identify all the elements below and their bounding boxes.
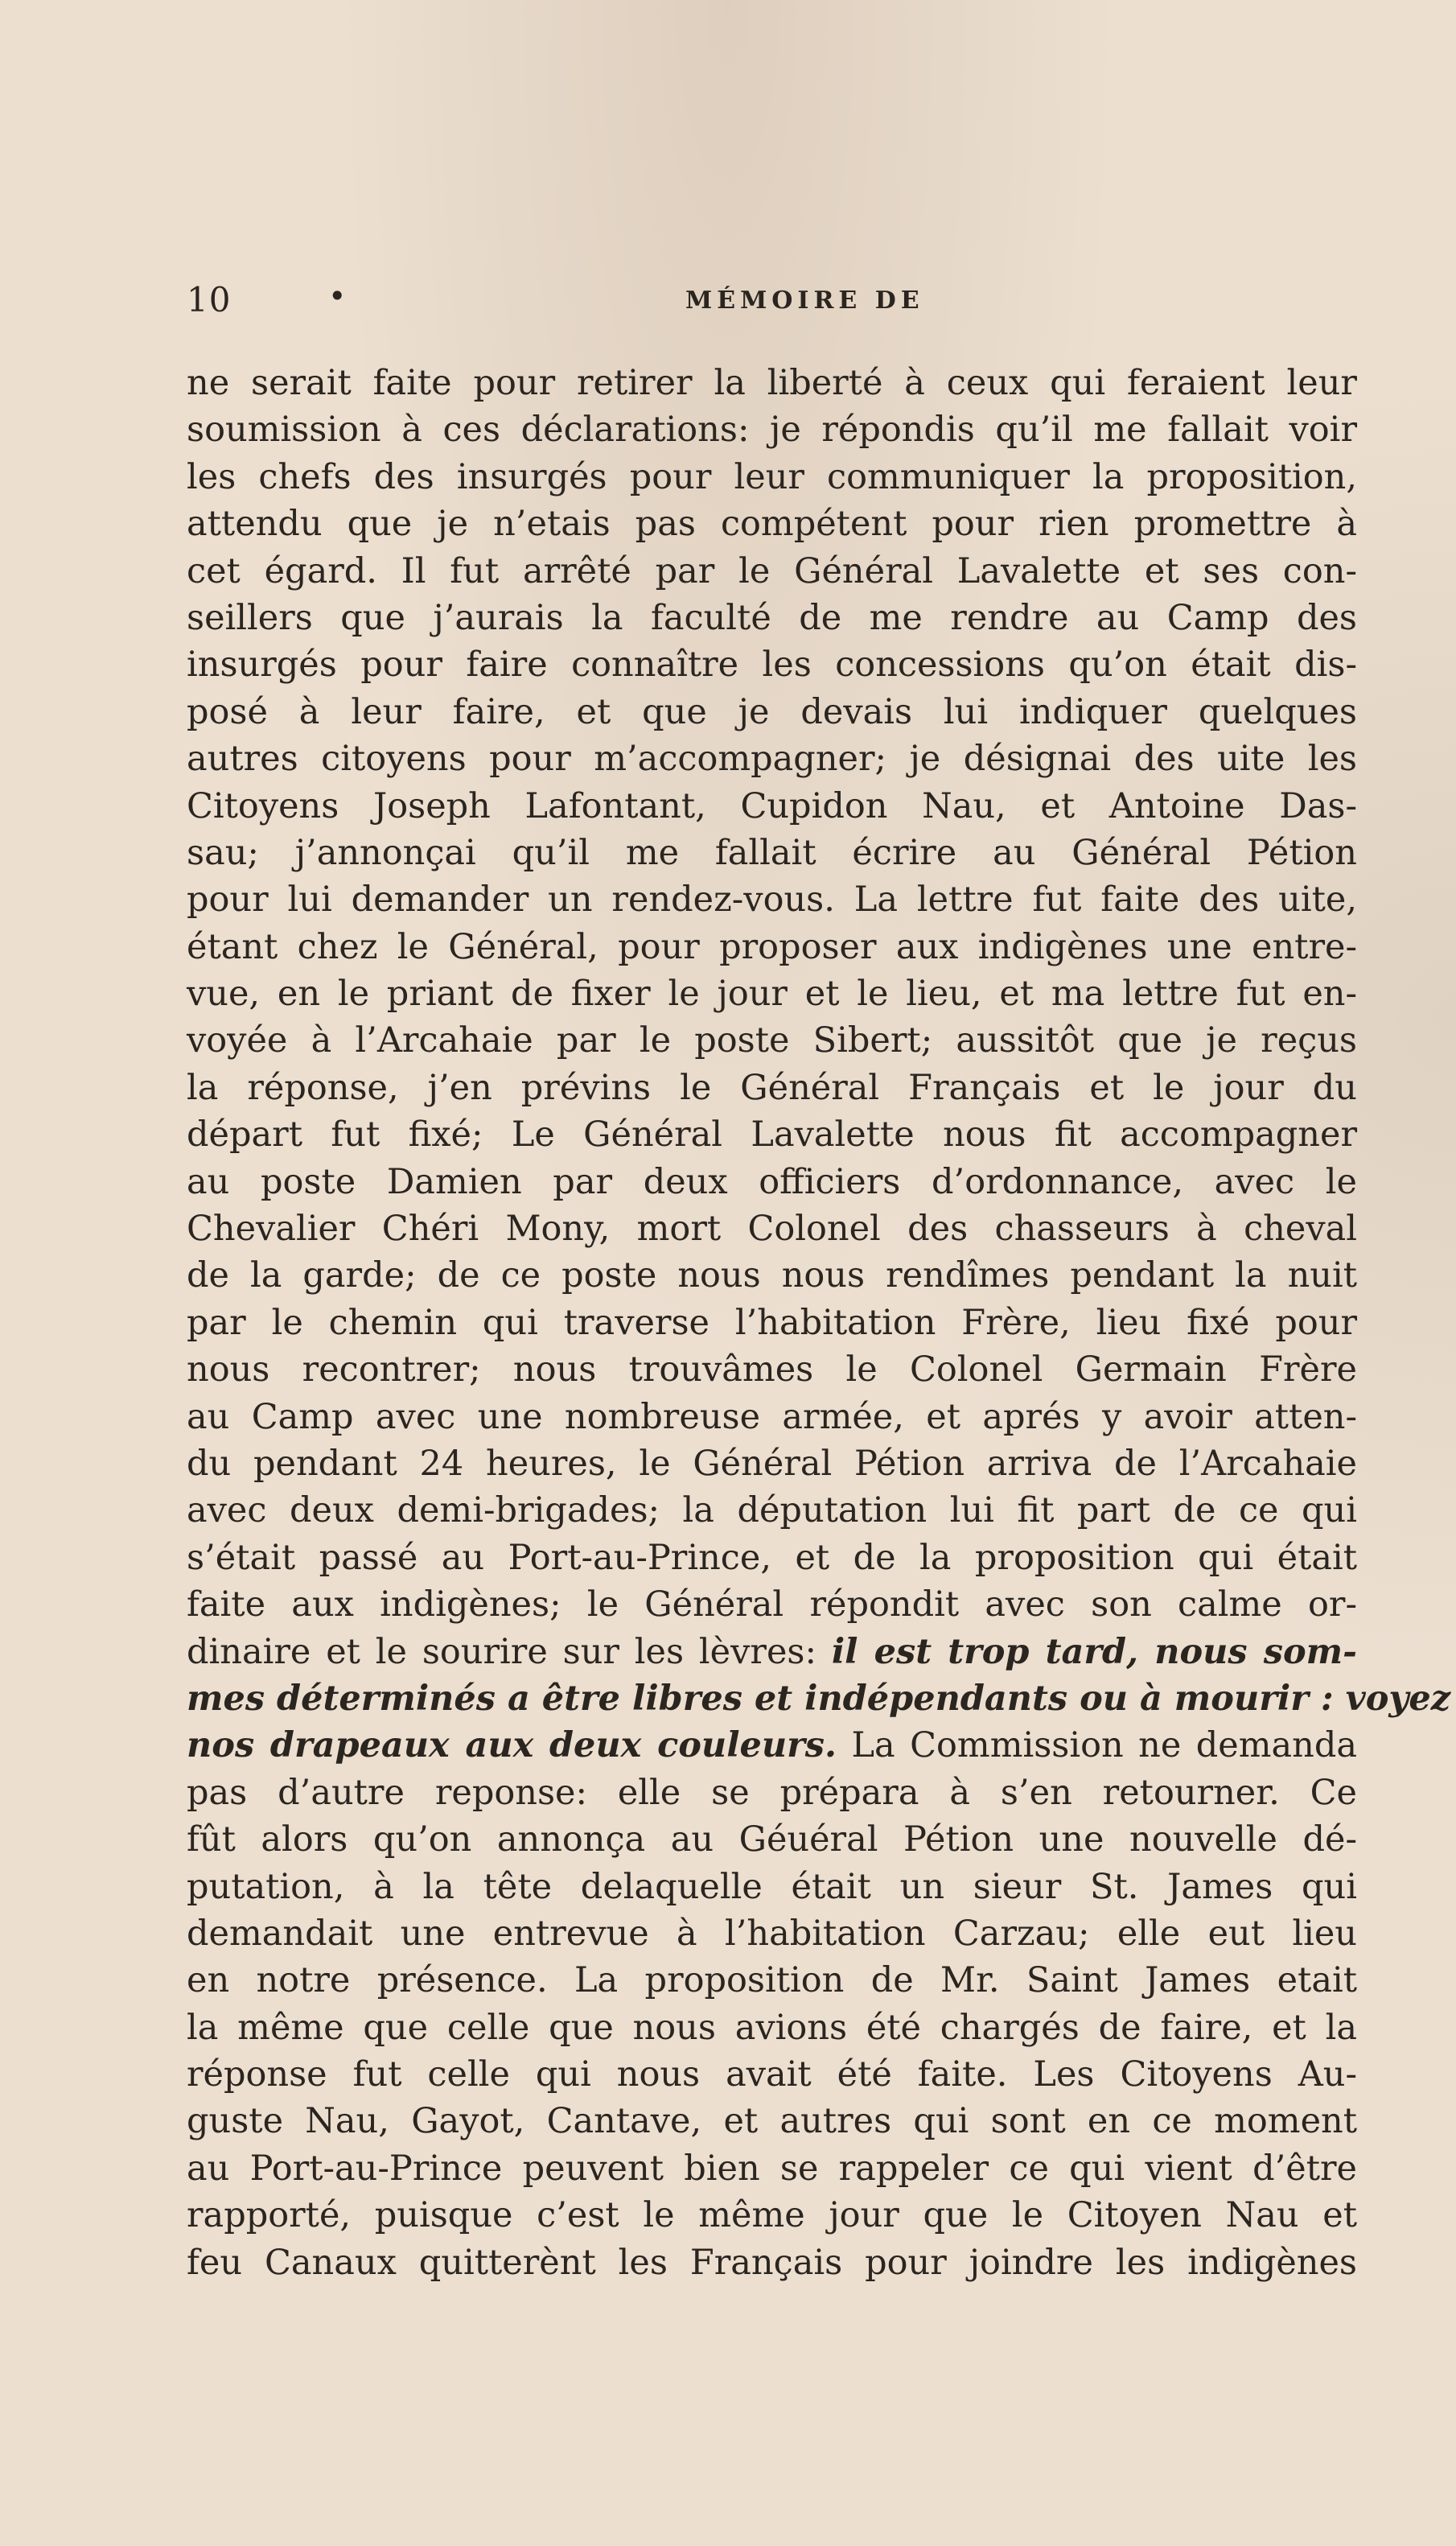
text-segment: La Commission ne demanda <box>851 1725 1357 1766</box>
text-line: s’était passé au Port-au-Prince, et de la proposition qui était <box>187 1537 1357 1578</box>
text-line: sau; j’annonçai qu’il me fallait écrire au Général Pétion <box>187 832 1357 873</box>
text-line: avec deux demi-brigades; la députation lui fit part de ce qui <box>187 1490 1357 1531</box>
text-line: au Port-au-Prince peuvent bien se rappeler ce qui vient d’être <box>187 2148 1357 2189</box>
text-line: au poste Damien par deux officiers d’ordonnance, avec le <box>187 1161 1357 1202</box>
text-line: autres citoyens pour m’accompagner; je désignai des uite les <box>187 739 1357 780</box>
page-header <box>187 274 1357 322</box>
text-line: faite aux indigènes; le Général répondit avec son calme or- <box>187 1584 1357 1625</box>
text-line: demandait une entrevue à l’habitation Carzau; elle eut lieu <box>187 1913 1357 1954</box>
text-line: insurgés pour faire connaître les concessions qu’on était dis- <box>187 645 1357 686</box>
text-line: départ fut fixé; Le Général Lavalette nous fit accompagner <box>187 1114 1357 1156</box>
text-line-mixed <box>187 1722 1357 1769</box>
text-line: ne serait faite pour retirer la liberté à ceux qui feraient leur <box>187 363 1357 403</box>
text-line-mixed <box>187 1629 1357 1675</box>
text-line: fût alors qu’on annonça au Géuéral Pétion une nouvelle dé- <box>187 1819 1357 1860</box>
text-line: étant chez le Général, pour proposer aux indigènes une entre- <box>187 926 1357 967</box>
body-text <box>187 360 1451 2286</box>
text-line: en notre présence. La proposition de Mr. Saint James etait <box>187 1960 1357 2001</box>
italic-quote: nos drapeaux aux deux couleurs. <box>187 1725 837 1766</box>
running-title: MÉMOIRE DE <box>685 286 924 315</box>
italic-quote: mes déterminés a être libres et indépendants ou à mourir : voyez <box>187 1678 1451 1719</box>
text-line: au Camp avec une nombreuse armée, et aprés y avoir atten- <box>187 1396 1357 1437</box>
text-line: cet égard. Il fut arrêté par le Général Lavalette et ses con- <box>187 550 1357 591</box>
text-line: Chevalier Chéri Mony, mort Colonel des chasseurs à cheval <box>187 1209 1357 1250</box>
text-line: réponse fut celle qui nous avait été faite. Les Citoyens Au- <box>187 2054 1357 2095</box>
page-number: 10 <box>187 280 232 319</box>
text-line: pas d’autre reponse: elle se prépara à s’en retourner. Ce <box>187 1772 1357 1813</box>
text-line: Citoyens Joseph Lafontant, Cupidon Nau, et Antoine Das- <box>187 785 1357 826</box>
text-line: voyée à l’Arcahaie par le poste Sibert; aussitôt que je reçus <box>187 1020 1357 1061</box>
text-line: vue, en le priant de fixer le jour et le lieu, et ma lettre fut en- <box>187 974 1357 1015</box>
header-dot: • <box>328 278 347 314</box>
text-line: la même que celle que nous avions été chargés de faire, et la <box>187 2007 1357 2048</box>
text-line: guste Nau, Gayot, Cantave, et autres qui sont en ce moment <box>187 2101 1357 2142</box>
text-segment: dinaire et le sourire sur les lèvres: <box>187 1631 816 1672</box>
italic-quote: il est trop tard, nous som- <box>831 1631 1357 1672</box>
text-line: feu Canaux quitterènt les Français pour joindre les indigènes <box>187 2242 1357 2283</box>
text-line: par le chemin qui traverse l’habitation Frère, lieu fixé pour <box>187 1302 1357 1343</box>
text-line: putation, à la tête delaquelle était un sieur St. James qui <box>187 1866 1357 1907</box>
text-line-italic <box>187 1675 1451 1722</box>
text-line: de la garde; de ce poste nous nous rendîmes pendant la nuit <box>187 1255 1357 1296</box>
text-line: posé à leur faire, et que je devais lui indiquer quelques <box>187 691 1357 732</box>
text-line: du pendant 24 heures, le Général Pétion arriva de l’Arcahaie <box>187 1443 1357 1484</box>
text-line: la réponse, j’en prévins le Général Français et le jour du <box>187 1067 1357 1108</box>
text-line: soumission à ces déclarations: je répondis qu’il me fallait voir <box>187 410 1357 451</box>
text-line: les chefs des insurgés pour leur communiquer la proposition, <box>187 456 1357 497</box>
text-line: seillers que j’aurais la faculté de me rendre au Camp des <box>187 597 1357 638</box>
text-line: nous recontrer; nous trouvâmes le Colonel Germain Frère <box>187 1349 1357 1390</box>
text-line: rapporté, puisque c’est le même jour que le Citoyen Nau et <box>187 2195 1357 2236</box>
text-line: pour lui demander un rendez-vous. La lettre fut faite des uite, <box>187 880 1357 921</box>
text-line: attendu que je n’etais pas compétent pour rien promettre à <box>187 504 1357 545</box>
